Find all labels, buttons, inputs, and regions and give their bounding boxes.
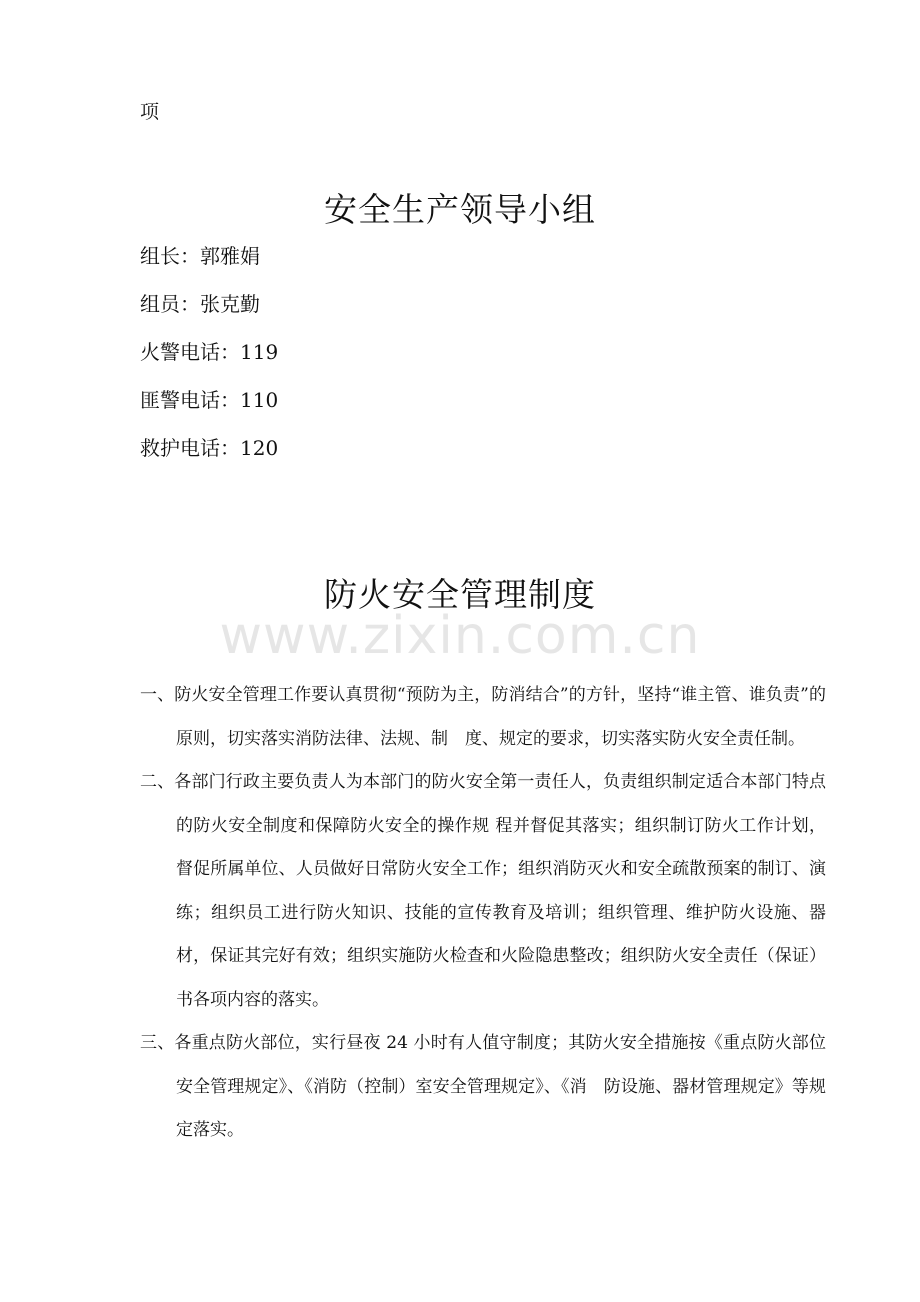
leader-line: 组长：郭雅娟 <box>140 244 260 268</box>
fire-safety-rules-list <box>140 674 826 1153</box>
ambulance-phone-line: 救护电话：120 <box>140 436 279 460</box>
section-title-safety-leadership: 安全生产领导小组 <box>324 190 596 229</box>
section-title-fire-safety-rules: 防火安全管理制度 <box>324 575 596 614</box>
rule-item-1: 一、防火安全管理工作要认真贯彻“预防为主，防消结合”的方针，坚持“谁主管、谁负责”的原则，切实落实消防法律、法规、制 度、规定的要求，切实落实防火安全责任制。 <box>140 685 826 749</box>
rule-item-2: 二、各部门行政主要负责人为本部门的防火安全第一责任人，负责组织制定适合本部门特点的防火安全制度和保障防火安全的操作规 程并督促其落实；组织制订防火工作计划，督促所属单位、人员做好日常防火安全工作；组织消防灭火和安全疏散预案的制订、演练；组织员工进行防火知识、技能的宣传教育及培训；组织管理、维护防火设施、器材，保证其完好有效；组织实施防火检查和火险隐患整改；组织防火安全责任（保证）书各项内容的落实。 <box>140 772 826 1010</box>
member-line: 组员：张克勤 <box>140 292 260 316</box>
page-fragment-text: 项 <box>140 101 160 123</box>
fire-phone-line: 火警电话：119 <box>140 340 279 364</box>
watermark: www.zixin.com.cn <box>219 606 701 666</box>
leadership-contact-list <box>140 240 278 480</box>
police-phone-line: 匪警电话：110 <box>140 388 279 412</box>
rule-item-3: 三、各重点防火部位，实行昼夜 24 小时有人值守制度；其防火安全措施按《重点防火部位安全管理规定》、《消防（控制）室安全管理规定》、《消 防设施、器材管理规定》等规定落实。 <box>140 1033 826 1140</box>
